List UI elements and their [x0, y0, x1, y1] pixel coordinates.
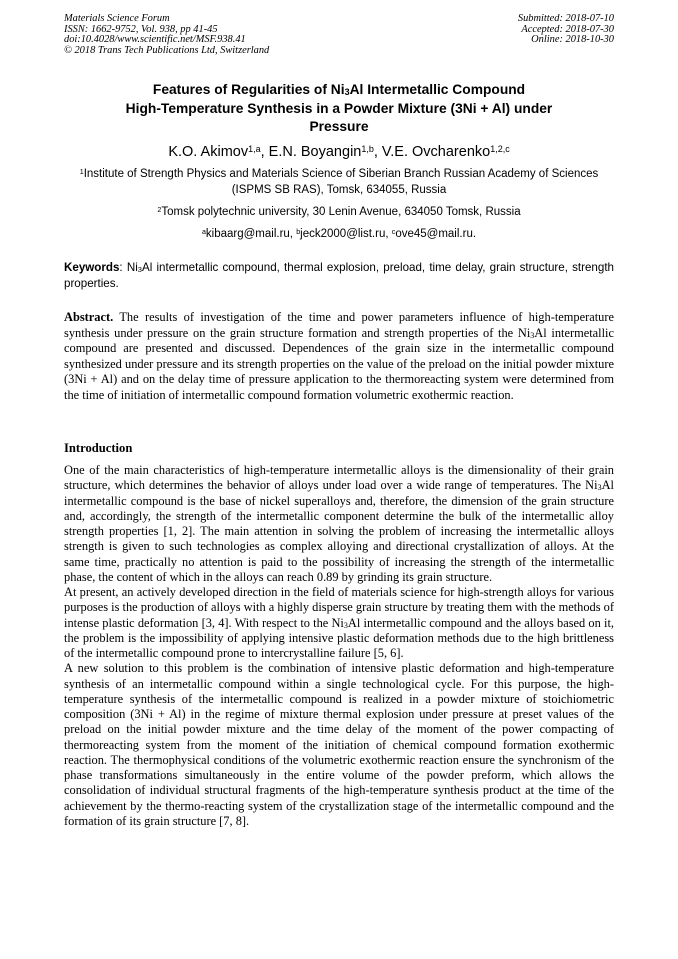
- dates-header: [518, 14, 614, 46]
- introduction-body: [64, 463, 614, 829]
- submitted-date: Submitted: 2018-07-10: [517, 13, 614, 24]
- author-name: E.N. Boyangin: [268, 144, 362, 160]
- doi-line: doi:10.4028/www.scientific.net/MSF.938.41: [64, 34, 246, 46]
- title-line-3: Pressure: [309, 119, 369, 134]
- title-line-2: High-Temperature Synthesis in a Powder Mixture (3Ni + Al) under: [125, 100, 553, 116]
- email-link[interactable]: kibaarg@mail.ru,: [205, 228, 293, 240]
- affiliation-1: $^1$Institute of Strength Physics and Materials Science of Siberian Branch Russian Academy of Sciences (ISPMS SB RAS), Tomsk, 634055, Russia: [79, 167, 599, 196]
- abstract-label: Abstract.: [64, 310, 114, 324]
- author-name: K.O. Akimov: [168, 144, 249, 160]
- paragraph: A new solution to this problem is the combination of intensive plastic deformation and high-temperature synthesis of an intermetallic compound within a single technological cycle. For this purpose, the high-temperature synthesis of the intermetallic compound is realized in a powder mixture of stoichiometric composition (3Ni + Al) in the regime of mixture thermal explosion under pressure at preset values of the preload on the initial powder mixture and the time delay of the moment of the power compacting of thermoreacting system from the moment of the initiation of chemical compound formation exothermic reaction. The thermophysical conditions of the volumetric exothermic reaction ensure the synchronism of the phase transformations simultaneously in the entire volume of the powder preform, which allows the consolidation of individual structural fragments of the high-temperature synthesis product at the time of the achievement by the thermo-reacting system of the crystallization stage of the intermetallic compound and the formation of its grain structure [7, 8].: [64, 661, 614, 828]
- paragraph: One of the main characteristics of high-temperature intermetallic alloys is the dimensionality of their grain structure, which determines the behavior of alloys under load over a wide range of temperatures. The $Ni_3Al$ intermetallic compound is the base of nickel superalloys and, therefore, the dimension of the grain structure and, accordingly, the strength of the intermetallic component determine the bulk of the intermetallic alloy strength properties [1, 2]. The main attention in solving the problem of increasing the intermetallic alloys strength is given to such technologies as complex alloying and directional crystallization of alloys. At the same time, practically no attention is paid to the possibility of increasing the strength of the intermetallic phase, the content of which in the alloys can reach 0.89 by grinding its grain structure.: [64, 463, 614, 584]
- keywords-section: Keywords: $Ni_3Al$ intermetallic compound, thermal explosion, preload, time delay, grain structure, strength properties.: [64, 261, 614, 290]
- email-link[interactable]: ove45@mail.ru.: [395, 228, 477, 240]
- affiliation-2: $^2$Tomsk polytechnic university, 30 Lenin Avenue, 634050 Tomsk, Russia: [157, 205, 521, 218]
- abstract-section: Abstract. The results of investigation of the time and power parameters influence of high-temperature synthesis under pressure on the grain structure formation and strength properties of the $Ni_3Al$ intermetallic compound are presented and discussed. Dependences of the grain size in the intermetallic compound synthesized under pressure and its strength properties on the value of the preload on the initial powder mixture (3Ni + Al) and on the delay time of pressure application to the thermoreacting system were determined from the time of initiation of intermetallic compound formation volumetric exothermic reaction.: [64, 310, 614, 402]
- keywords-label: Keywords: [64, 261, 120, 274]
- copyright-line: © 2018 Trans Tech Publications Ltd, Switzerland: [64, 44, 270, 56]
- accepted-date: Accepted: 2018-07-30: [521, 23, 614, 35]
- author-name: V.E. Ovcharenko: [381, 144, 491, 160]
- paragraph: At present, an actively developed direction in the field of materials science for high-strength alloys for various purposes is the production of alloys with a highly disperse grain structure by treating them with the methods of intense plastic deformation [3, 4]. With respect to the $Ni_3Al$ intermetallic compound and the alloys based on it, the problem is the impossibility of applying intensive plastic deformation methods due to the high brittleness of the intermetallic compound prone to intercrystalline failure [5, 6].: [64, 585, 614, 660]
- online-date: Online: 2018-10-30: [531, 34, 614, 46]
- paper-title: [64, 81, 614, 137]
- journal-name: Materials Science Forum: [64, 13, 170, 24]
- author-list: K.O. Akimov$^{1,a}$, E.N. Boyangin$^{1,b}$, V.E. Ovcharenko$^{1,2,c}$: [168, 143, 510, 160]
- journal-header: [64, 14, 269, 56]
- author-emails: $^a$kibaarg@mail.ru, $^b$jeck2000@list.ru, $^c$ove45@mail.ru.: [201, 227, 477, 240]
- email-link[interactable]: jeck2000@list.ru,: [300, 228, 389, 240]
- title-line-1: Features of Regularities of $Ni_3Al$ Intermetallic Compound: [152, 82, 526, 98]
- issn-line: ISSN: 1662-9752, Vol. 938, pp 41-45: [64, 23, 218, 35]
- section-heading-introduction: Introduction: [64, 441, 133, 455]
